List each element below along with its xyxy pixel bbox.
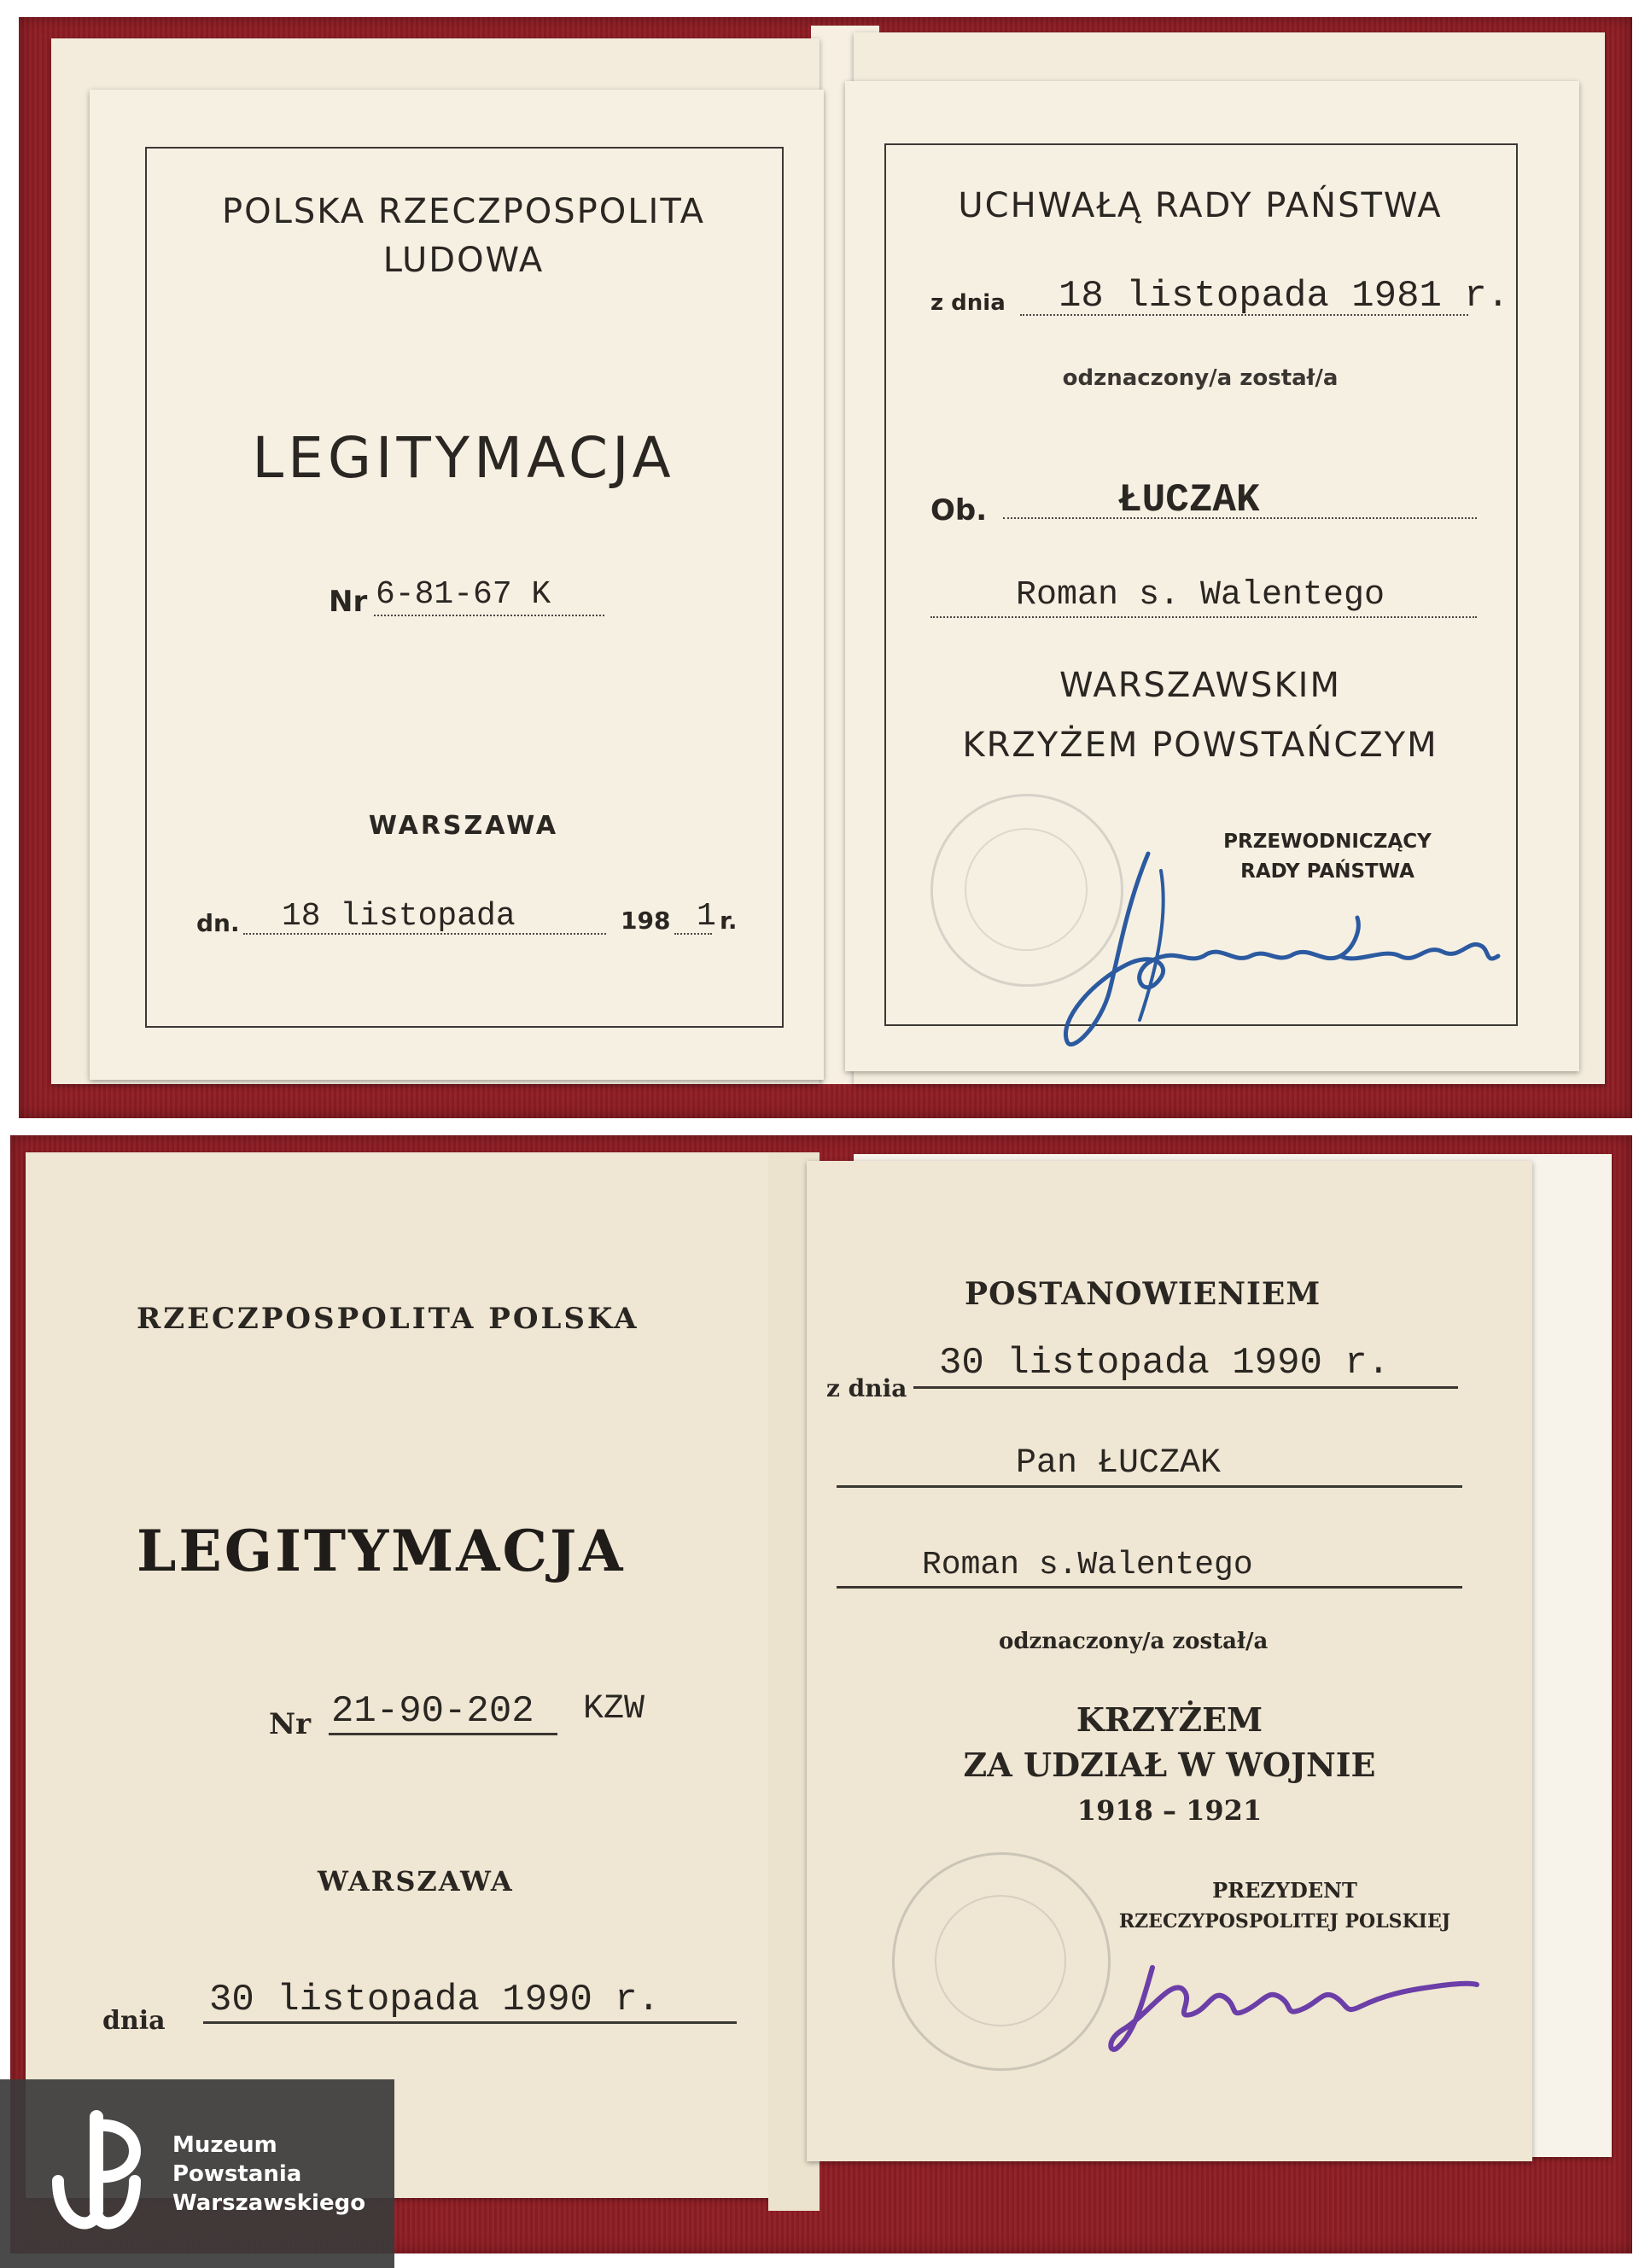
bottom-right-date-label: z dnia — [826, 1374, 907, 1402]
bottom-right-signatory-line1: PREZYDENT — [1212, 1878, 1357, 1903]
bottom-left-title: LEGITYMACJA — [137, 1518, 626, 1584]
top-left-header-2: LUDOWA — [382, 241, 545, 280]
bottom-left-header: RZECZPOSPOLITA POLSKA — [137, 1302, 639, 1336]
bottom-right-award-line2: ZA UDZIAŁ W WOJNIE — [963, 1746, 1376, 1784]
bottom-right-date-underline — [913, 1386, 1458, 1389]
top-left-date-value: 18 listopada — [282, 898, 516, 935]
bottom-right-date-value: 30 listopada 1990 r. — [939, 1342, 1391, 1385]
top-right-signature — [1059, 837, 1537, 1067]
museum-name-line3: Warszawskiego — [172, 2190, 366, 2216]
bottom-left-nr-label: Nr — [269, 1707, 311, 1741]
bottom-left-date-value: 30 listopada 1990 r. — [209, 1979, 661, 2021]
top-right-surname: ŁUCZAK — [1118, 478, 1260, 522]
bottom-right-heading: POSTANOWIENIEM — [965, 1276, 1321, 1312]
bottom-right-signatory-line2: RZECZYPOSPOLITEJ POLSKIEJ — [1118, 1910, 1451, 1933]
bottom-right-awarded: odznaczony/a został/a — [999, 1629, 1269, 1654]
top-left-city: WARSZAWA — [368, 811, 559, 841]
bottom-right-signature — [1101, 1938, 1494, 2066]
museum-name-line1: Muzeum — [172, 2132, 277, 2158]
anchor-kotwica-icon — [50, 2108, 160, 2236]
bottom-right-name-line: Roman s.Walentego — [922, 1547, 1253, 1583]
top-left-header-1: POLSKA RZECZPOSPOLITA — [221, 192, 706, 231]
bottom-right-seal-inner — [935, 1895, 1066, 2026]
bottom-left-date-underline — [203, 2021, 737, 2024]
top-right-date-label: z dnia — [930, 290, 1006, 316]
top-right-awarded: odznaczony/a został/a — [1062, 365, 1339, 391]
bottom-left-nr-value: 21-90-202 — [331, 1690, 534, 1733]
top-right-signatory-line2: RADY PAŃSTWA — [1240, 860, 1414, 883]
bottom-left-nr-suffix: KZW — [583, 1690, 645, 1729]
top-left-nr-dotted-line — [374, 615, 604, 616]
top-right-heading: UCHWAŁĄ RADY PAŃSTWA — [958, 186, 1443, 225]
top-right-citizen-label: Ob. — [930, 493, 988, 528]
bottom-right-name-underline — [837, 1586, 1462, 1589]
top-right-date-value: 18 listopada 1981 r. — [1059, 275, 1510, 318]
top-left-title: LEGITYMACJA — [252, 425, 675, 491]
top-left-nr-value: 6-81-67 K — [376, 576, 551, 613]
bottom-right-surname-line: Pan ŁUCZAK — [1016, 1444, 1222, 1483]
top-left-year-dotted-line — [674, 933, 712, 935]
bottom-left-date-label: dnia — [102, 2006, 166, 2036]
bottom-left-city: WARSZAWA — [318, 1865, 514, 1898]
museum-name-line2: Powstania — [172, 2161, 302, 2187]
bottom-left-nr-underline — [329, 1733, 557, 1735]
top-right-name-line: Roman s. Walentego — [1015, 576, 1385, 615]
top-right-award-line2: KRZYŻEM POWSTAŃCZYM — [962, 726, 1438, 765]
top-left-year-prefix: 198 — [621, 907, 671, 935]
bottom-right-award-line3: 1918 – 1921 — [1076, 1794, 1263, 1827]
top-left-year-suffix: r. — [720, 907, 738, 935]
top-left-year-digit: 1 — [697, 898, 716, 935]
bottom-right-award-line1: KRZYŻEM — [1076, 1700, 1263, 1739]
top-left-nr-label: Nr — [329, 585, 368, 619]
top-right-surname-dotted-line — [1003, 517, 1477, 519]
top-right-date-dotted-line — [1020, 314, 1468, 316]
bottom-right-surname-underline — [837, 1485, 1462, 1488]
top-right-signatory-line1: PRZEWODNICZĄCY — [1223, 831, 1432, 853]
top-left-date-label: dn. — [196, 909, 240, 937]
top-left-date-dotted-line — [243, 933, 606, 935]
top-right-award-line1: WARSZAWSKIM — [1059, 666, 1341, 705]
top-right-name-dotted-line — [930, 616, 1477, 618]
